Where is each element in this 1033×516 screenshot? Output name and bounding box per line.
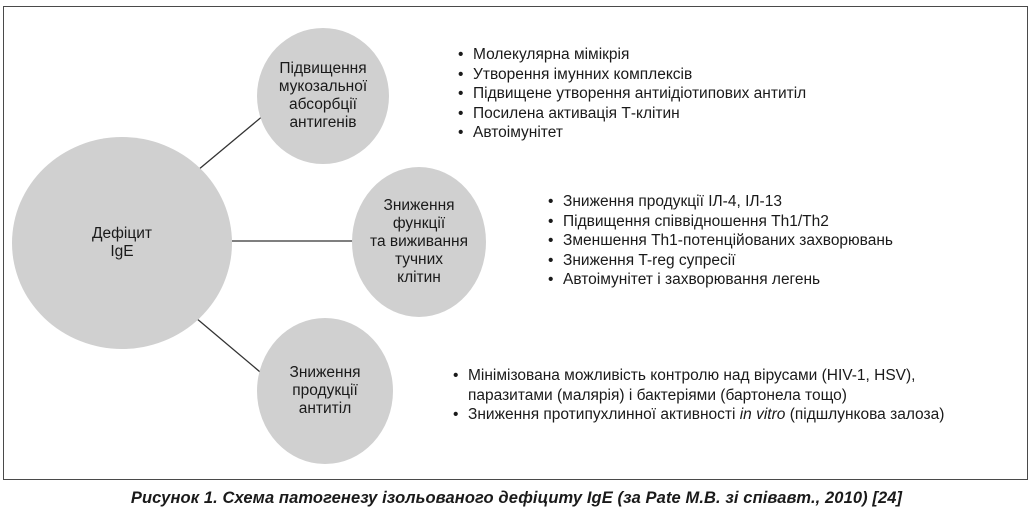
node-mast-cell-function-label: Зниження функції та виживання тучних клітин	[370, 197, 468, 286]
list-item: • Підвищення співвідношення Th1/Th2	[548, 212, 1008, 232]
list-item-text: Зниження протипухлинної активності	[468, 406, 740, 423]
list-item: • Молекулярна мімікрія	[458, 45, 938, 65]
list-item: • Зниження T-reg супресії	[548, 251, 1008, 271]
bullet-list-mast-cells	[548, 192, 1008, 290]
node-antibody-production	[257, 318, 393, 464]
central-node-label: Дефіцит IgE	[92, 225, 152, 260]
bullet-list-mucosal	[458, 45, 938, 143]
list-item-text: (підшлункова залоза)	[785, 406, 945, 423]
list-item: • Підвищене утворення антиідіотипових антитіл	[458, 84, 938, 104]
figure-caption: Рисунок 1. Схема патогенезу ізольованого дефіциту IgE (за Pate M.B. зі співавт., 2010) [24]	[130, 489, 903, 507]
node-antibody-production-label: Зниження продукції антитіл	[289, 364, 361, 417]
node-mucosal-absorption	[257, 28, 389, 164]
connector-line-top	[198, 110, 270, 170]
list-item: • Мінімізована можливість контролю над вірусами (HIV-1, HSV), паразитами (малярія) і бактеріями (бартонела тощо)	[453, 366, 993, 405]
bullet-list-antibodies	[453, 366, 993, 425]
node-mucosal-absorption-label: Підвищення мукозальної абсорбції антигенів	[278, 60, 368, 131]
list-item: • Посилена активація Т-клітин	[458, 104, 938, 124]
node-mast-cell-function	[352, 167, 486, 317]
list-item-emphasis: in vitro	[739, 406, 786, 423]
list-item: • Утворення імунних комплексів	[458, 65, 938, 85]
list-item: • Автоімунітет	[458, 123, 938, 143]
list-item: • Автоімунітет і захворювання легень	[548, 270, 1008, 290]
list-item: • Зниження продукції ІЛ-4, ІЛ-13	[548, 192, 1008, 212]
central-node	[12, 137, 232, 349]
list-item	[453, 405, 993, 425]
list-item: • Зменшення Th1-потенційованих захворювань	[548, 231, 1008, 251]
